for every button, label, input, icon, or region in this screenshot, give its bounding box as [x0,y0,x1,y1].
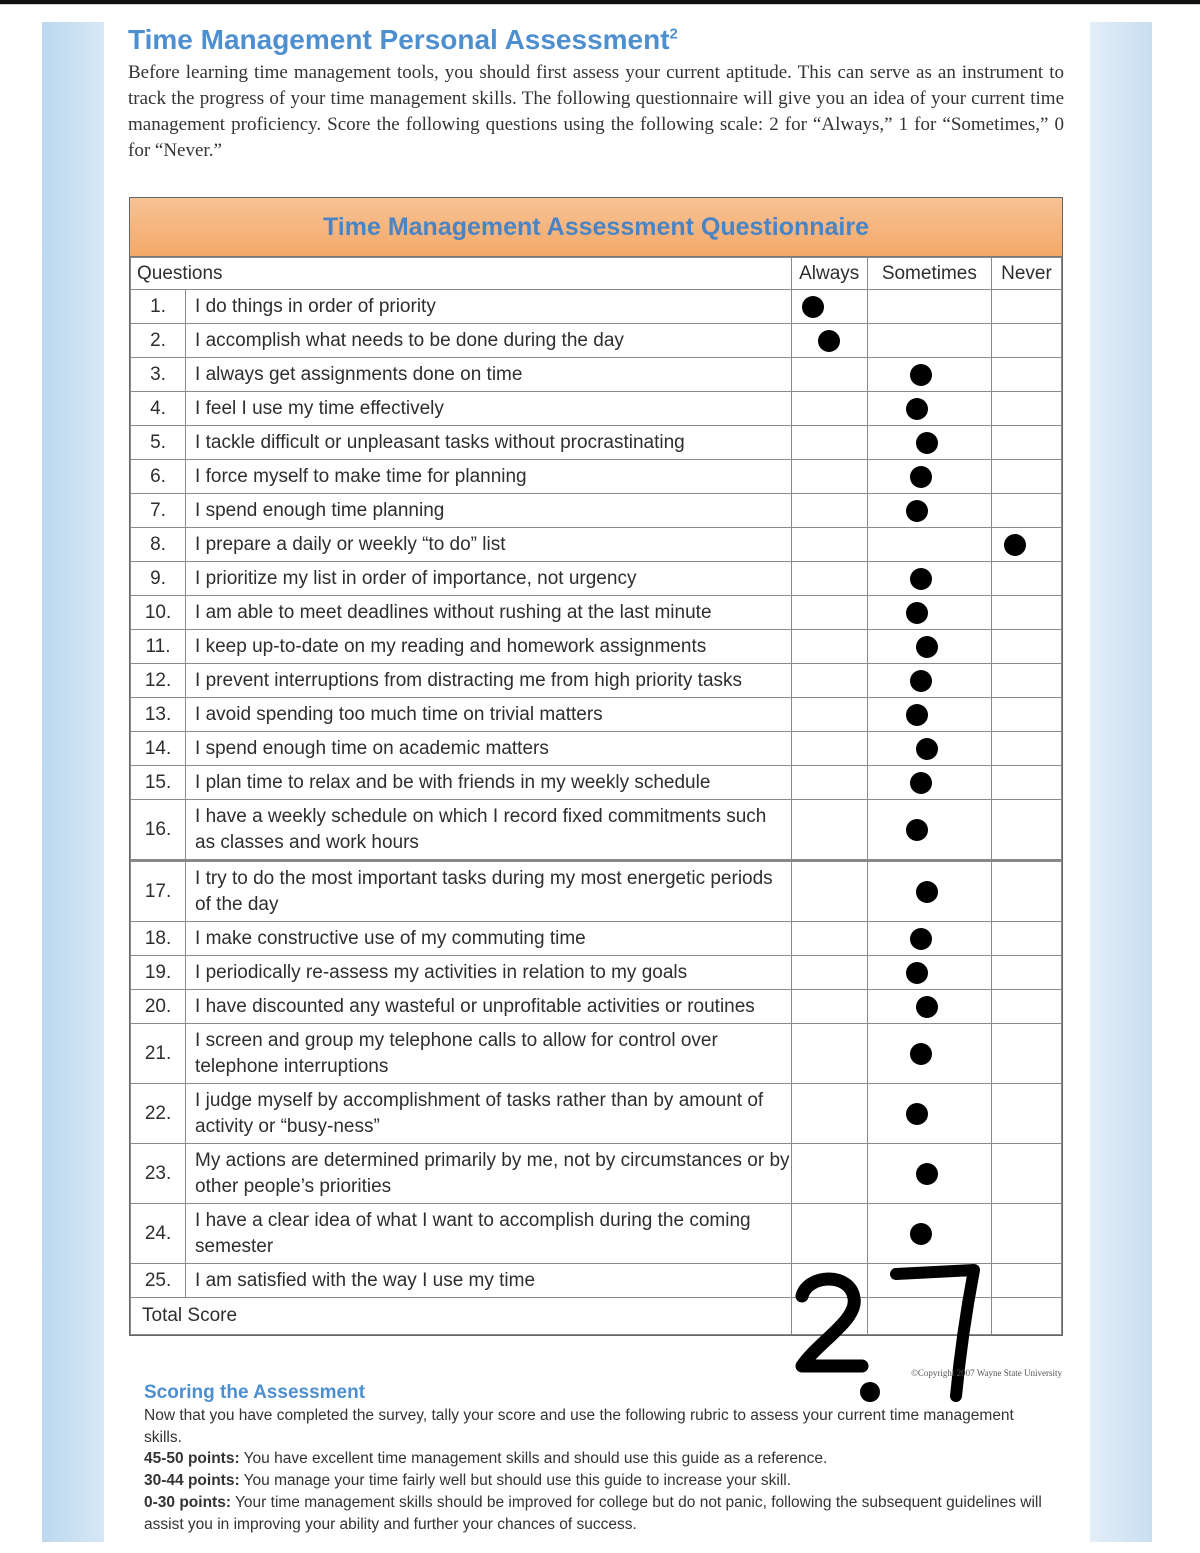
rubric-needs-improvement: 0-30 points: Your time management skills should be improved for college but do not panic, following the subsequent guidelines will assist you in improving your ability and further your chances of success. [144,1493,1042,1533]
answer-cell-never[interactable] [991,392,1061,426]
answer-cell-never[interactable] [991,290,1061,324]
answer-cell-always[interactable] [791,392,867,426]
answer-cell-sometimes[interactable] [867,1204,991,1264]
question-number: 12. [131,664,186,698]
question-row [131,698,1062,732]
answer-cell-sometimes[interactable] [867,664,991,698]
answer-cell-never[interactable] [991,460,1061,494]
answer-cell-never[interactable] [991,956,1061,990]
question-row [131,494,1062,528]
question-text: I am able to meet deadlines without rushing at the last minute [186,596,792,630]
answer-cell-always[interactable] [791,1204,867,1264]
answer-mark-dot [802,296,824,318]
question-number: 2. [131,324,186,358]
question-row [131,1204,1062,1264]
answer-cell-always[interactable] [791,664,867,698]
answer-cell-sometimes[interactable] [867,596,991,630]
answer-cell-always[interactable] [791,290,867,324]
answer-cell-sometimes[interactable] [867,956,991,990]
question-row [131,460,1062,494]
question-text: I always get assignments done on time [186,358,792,392]
page-title: Time Management Personal Assessment$^2$ [128,24,678,55]
answer-cell-sometimes[interactable] [867,528,991,562]
question-text: I spend enough time planning [186,494,792,528]
question-row [131,956,1062,990]
scoring-intro: Now that you have completed the survey, tally your score and use the following rubric to assess your current time management skills. [144,1407,1014,1446]
question-number: 17. [131,861,186,922]
answer-mark-dot [906,1103,928,1125]
question-number: 1. [131,290,186,324]
question-number: 4. [131,392,186,426]
question-row [131,562,1062,596]
answer-cell-always[interactable] [791,358,867,392]
total-score-label: Total Score [131,1298,792,1335]
answer-cell-never[interactable] [991,494,1061,528]
answer-cell-always[interactable] [791,1144,867,1204]
answer-cell-always[interactable] [791,494,867,528]
answer-mark-dot [910,772,932,794]
answer-mark-dot [910,466,932,488]
question-row [131,664,1062,698]
answer-cell-always[interactable] [791,861,867,922]
answer-cell-never[interactable] [991,1024,1061,1084]
question-text: I do things in order of priority [186,290,792,324]
question-number: 6. [131,460,186,494]
answer-cell-always[interactable] [791,732,867,766]
answer-cell-never[interactable] [991,1264,1061,1298]
answer-cell-never[interactable] [991,732,1061,766]
left-decorative-bar [42,22,104,1542]
answer-cell-sometimes[interactable] [867,494,991,528]
answer-mark-dot [910,364,932,386]
answer-cell-sometimes[interactable] [867,562,991,596]
question-text: I prepare a daily or weekly “to do” list [186,528,792,562]
answer-mark-dot [916,738,938,760]
question-row [131,1084,1062,1144]
answer-cell-always[interactable] [791,596,867,630]
question-text: My actions are determined primarily by me, not by circumstances or by other people’s priorities [186,1144,792,1204]
answer-cell-always[interactable] [791,460,867,494]
question-number: 21. [131,1024,186,1084]
question-text: I have a weekly schedule on which I record fixed commitments such as classes and work hours [186,800,792,861]
sometimes-header: Sometimes [867,258,991,290]
questionnaire-header [130,198,1062,257]
answer-cell-sometimes[interactable] [867,800,991,861]
question-number: 16. [131,800,186,861]
question-text: I force myself to make time for planning [186,460,792,494]
answer-cell-always[interactable] [791,630,867,664]
answer-cell-always[interactable] [791,800,867,861]
question-row [131,800,1062,861]
question-number: 25. [131,1264,186,1298]
answer-cell-sometimes[interactable] [867,990,991,1024]
answer-mark-dot [906,398,928,420]
answer-cell-never[interactable] [991,426,1061,460]
questions-body [131,290,1062,1298]
question-number: 18. [131,922,186,956]
answer-cell-always[interactable] [791,956,867,990]
answer-cell-never[interactable] [991,1144,1061,1204]
answer-mark-dot [906,500,928,522]
answer-cell-never[interactable] [991,800,1061,861]
questions-table [130,257,1062,1335]
answer-cell-never[interactable] [991,861,1061,922]
answer-cell-always[interactable] [791,922,867,956]
answer-cell-sometimes[interactable] [867,630,991,664]
answer-cell-sometimes[interactable] [867,1084,991,1144]
answer-cell-sometimes[interactable] [867,290,991,324]
question-text: I keep up-to-date on my reading and homework assignments [186,630,792,664]
copyright-notice: ©Copyright 2007 Wayne State University [911,1368,1062,1378]
question-number: 15. [131,766,186,800]
answer-mark-dot [916,432,938,454]
handwritten-total-score [788,1262,988,1402]
question-row [131,596,1062,630]
always-header: Always [791,258,867,290]
questionnaire-table [129,197,1063,1336]
answer-cell-always[interactable] [791,426,867,460]
question-text: I accomplish what needs to be done during the day [186,324,792,358]
question-text: I periodically re-assess my activities in relation to my goals [186,956,792,990]
answer-mark-dot [916,636,938,658]
question-text: I plan time to relax and be with friends in my weekly schedule [186,766,792,800]
answer-cell-sometimes[interactable] [867,460,991,494]
answer-cell-always[interactable] [791,324,867,358]
question-number: 3. [131,358,186,392]
answer-mark-dot [910,928,932,950]
question-row [131,766,1062,800]
question-row [131,1024,1062,1084]
question-number: 5. [131,426,186,460]
answer-cell-always[interactable] [791,698,867,732]
answer-cell-never[interactable] [991,528,1061,562]
answer-cell-never[interactable] [991,990,1061,1024]
footnote-marker: 2 [669,25,678,43]
answer-mark-dot [910,568,932,590]
question-text: I have discounted any wasteful or unprofitable activities or routines [186,990,792,1024]
answer-cell-never[interactable] [991,562,1061,596]
question-row [131,528,1062,562]
question-number: 8. [131,528,186,562]
answer-cell-never[interactable] [991,922,1061,956]
answer-mark-dot [818,330,840,352]
answer-cell-never[interactable] [991,698,1061,732]
answer-cell-never[interactable] [991,664,1061,698]
scoring-title: Scoring the Assessment [144,1382,366,1403]
question-row [131,861,1062,922]
answer-mark-dot [906,819,928,841]
question-text: I avoid spending too much time on trivial matters [186,698,792,732]
answer-cell-sometimes[interactable] [867,732,991,766]
question-number: 22. [131,1084,186,1144]
question-number: 24. [131,1204,186,1264]
answer-cell-always[interactable] [791,1084,867,1144]
question-row [131,290,1062,324]
answer-cell-always[interactable] [791,990,867,1024]
question-row [131,426,1062,460]
answer-cell-sometimes[interactable] [867,1144,991,1204]
scan-top-shadow [0,4,1200,5]
question-row [131,324,1062,358]
question-number: 20. [131,990,186,1024]
answer-cell-sometimes[interactable] [867,861,991,922]
answer-cell-always[interactable] [791,562,867,596]
answer-mark-dot [910,1043,932,1065]
answer-mark-dot [910,670,932,692]
answer-mark-dot [916,996,938,1018]
question-number: 14. [131,732,186,766]
question-text: I have a clear idea of what I want to accomplish during the coming semester [186,1204,792,1264]
answer-mark-dot [906,602,928,624]
question-row [131,922,1062,956]
scoring-section [144,1405,1044,1535]
answer-cell-never[interactable] [991,766,1061,800]
rubric-excellent: 45-50 points: You have excellent time management skills and should use this guide as a reference. [144,1450,828,1468]
question-text: I judge myself by accomplishment of tasks rather than by amount of activity or “busy-ness” [186,1084,792,1144]
question-text: I spend enough time on academic matters [186,732,792,766]
answer-cell-never[interactable] [991,324,1061,358]
answer-cell-always[interactable] [791,528,867,562]
question-number: 19. [131,956,186,990]
answer-mark-dot [906,704,928,726]
question-text: I prioritize my list in order of importance, not urgency [186,562,792,596]
right-decorative-bar [1090,22,1152,1542]
answer-cell-sometimes[interactable] [867,766,991,800]
answer-mark-dot [1004,534,1026,556]
questionnaire-title: Time Management Assessment Questionnaire [322,212,869,241]
answer-mark-dot [906,962,928,984]
answer-cell-always[interactable] [791,1024,867,1084]
answer-cell-always[interactable] [791,766,867,800]
total-never-cell[interactable] [991,1298,1061,1335]
answer-cell-sometimes[interactable] [867,358,991,392]
question-text: I am satisfied with the way I use my time [186,1264,792,1298]
answer-cell-sometimes[interactable] [867,698,991,732]
question-row [131,392,1062,426]
answer-cell-never[interactable] [991,1084,1061,1144]
question-number: 10. [131,596,186,630]
answer-mark-dot [916,1163,938,1185]
question-text: I feel I use my time effectively [186,392,792,426]
question-row [131,630,1062,664]
question-row [131,358,1062,392]
question-text: I tackle difficult or unpleasant tasks without procrastinating [186,426,792,460]
questions-header: Questions [131,258,792,290]
question-row [131,990,1062,1024]
question-number: 23. [131,1144,186,1204]
answer-cell-never[interactable] [991,596,1061,630]
never-header: Never [991,258,1061,290]
question-text: I screen and group my telephone calls to allow for control over telephone interruptions [186,1024,792,1084]
answer-cell-never[interactable] [991,630,1061,664]
answer-mark-dot [910,1223,932,1245]
answer-cell-sometimes[interactable] [867,392,991,426]
question-text: I try to do the most important tasks during my most energetic periods of the day [186,861,792,922]
rubric-fair: 30-44 points: You manage your time fairly well but should use this guide to increase your skill. [144,1472,792,1490]
answer-cell-sometimes[interactable] [867,426,991,460]
question-text: I make constructive use of my commuting time [186,922,792,956]
answer-cell-sometimes[interactable] [867,1024,991,1084]
question-text: I prevent interruptions from distracting me from high priority tasks [186,664,792,698]
answer-cell-never[interactable] [991,1204,1061,1264]
intro-paragraph: Before learning time management tools, you should first assess your current aptitude. This can serve as an instrument to track the progress of your time management skills. The following questionnaire will give you an idea of your current time management proficiency. Score the following questions using the following scale: 2 for “Always,” 1 for “Sometimes,” 0 for “Never.” [128,62,1064,161]
answer-cell-never[interactable] [991,358,1061,392]
question-number: 11. [131,630,186,664]
question-number: 7. [131,494,186,528]
answer-cell-sometimes[interactable] [867,324,991,358]
answer-mark-dot [916,881,938,903]
question-number: 9. [131,562,186,596]
question-number: 13. [131,698,186,732]
question-row [131,732,1062,766]
question-row [131,1144,1062,1204]
answer-cell-sometimes[interactable] [867,922,991,956]
